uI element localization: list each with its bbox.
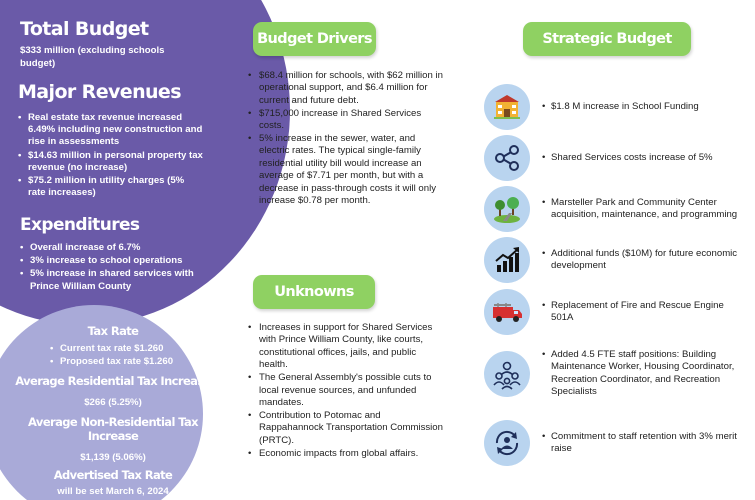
major-revenues-list [18,112,203,199]
staff-retention-icon [484,420,530,466]
list-item: • $75.2 million in utility charges (5% rate increases) [18,175,203,199]
list-item: • $715,000 increase in Shared Services costs. [248,108,443,133]
list-item: • Economic impacts from global affairs. [248,448,443,460]
priority-text: • Marsteller Park and Community Center acquisition, maintenance, and programming [542,197,742,222]
advertised-tax-value: will be set March 6, 2024 [57,486,169,497]
major-revenues-section [18,81,203,200]
list-item: • 5% increase in shared services with Prince William County [20,268,200,292]
nonresidential-tax-title: Average Non-Residential Tax Increase [28,415,198,443]
list-item: • Current tax rate $1.260 [50,342,218,355]
fire-engine-icon [484,289,530,335]
major-revenues-title: Major Revenues [18,81,181,103]
nonresidential-tax-value: $1,139 (5.06%) [80,452,146,463]
park-icon [484,186,530,232]
priority-text: • Added 4.5 FTE staff positions: Building Maintenance Worker, Housing Coordinator, Recreation Coordinator, and Recreation Specialists [542,349,742,399]
priority-text: • Commitment to staff retention with 3% merit raise [542,431,742,456]
residential-tax-title: Average Residential Tax Increase [15,374,211,388]
school-icon [484,84,530,130]
total-budget-text: $333 million (excluding schools budget) [20,45,165,69]
priority-item-shared-services [484,135,754,181]
priority-item-staff-retention [484,420,754,466]
priority-text: • Replacement of Fire and Rescue Engine 501A [542,300,742,325]
growth-chart-icon [484,237,530,283]
unknowns-header: Unknowns [253,275,375,309]
priority-text: • Additional funds ($10M) for future economic development [542,248,742,273]
share-icon [484,135,530,181]
list-item: • 3% increase to school operations [20,255,200,267]
budget-drivers-list [248,70,443,208]
expenditures-title: Expenditures [20,215,140,235]
list-item: • Contribution to Potomac and Rappahannock Transportation Commission (PRTC). [248,410,443,447]
total-budget-title: Total Budget [20,18,149,40]
priority-item-staff-positions [484,349,754,399]
tax-section [8,324,218,498]
priority-text: • $1.8 M increase in School Funding [542,101,742,113]
list-item: • Proposed tax rate $1.260 [50,355,218,368]
tax-rate-list [50,342,218,368]
list-item: • Real estate tax revenue increased 6.49% including new construction and rise in assessments [18,112,203,149]
priority-item-school-funding [484,84,754,130]
priority-item-fire-engine [484,289,754,335]
list-item: • The General Assembly's possible cuts to local revenue sources, and unfunded mandates. [248,372,443,409]
list-item: • Increases in support for Shared Services with Prince William County, like courts, constitutional offices, jails, and public health. [248,322,443,372]
list-item: • $68.4 million for schools, with $62 million in operational support, and $6.4 million for current and future debt. [248,70,443,107]
strategic-priorities-header: Strategic Budget Priorities [523,22,691,56]
advertised-tax-title: Advertised Tax Rate [53,468,173,482]
priority-text: • Shared Services costs increase of 5% [542,152,742,164]
tax-rate-title: Tax Rate [87,324,139,338]
list-item: • Overall increase of 6.7% [20,242,200,254]
list-item: • 5% increase in the sewer, water, and electric rates. The typical single-family residential utility bill would increase an average of $7.71 per month, but with a decrease in pass-through costs it will only increase $0.78 per month. [248,133,443,207]
priority-item-economic-development [484,237,754,283]
unknowns-list [248,322,443,460]
expenditures-list [20,242,200,293]
residential-tax-value: $266 (5.25%) [84,397,142,408]
total-budget-section [20,18,180,70]
budget-drivers-header: Budget Drivers [253,22,376,56]
list-item: • $14.63 million in personal property tax revenue (no increase) [18,150,203,174]
priority-item-marsteller-park [484,186,754,232]
staff-group-icon [484,351,530,397]
expenditures-section [20,214,200,294]
